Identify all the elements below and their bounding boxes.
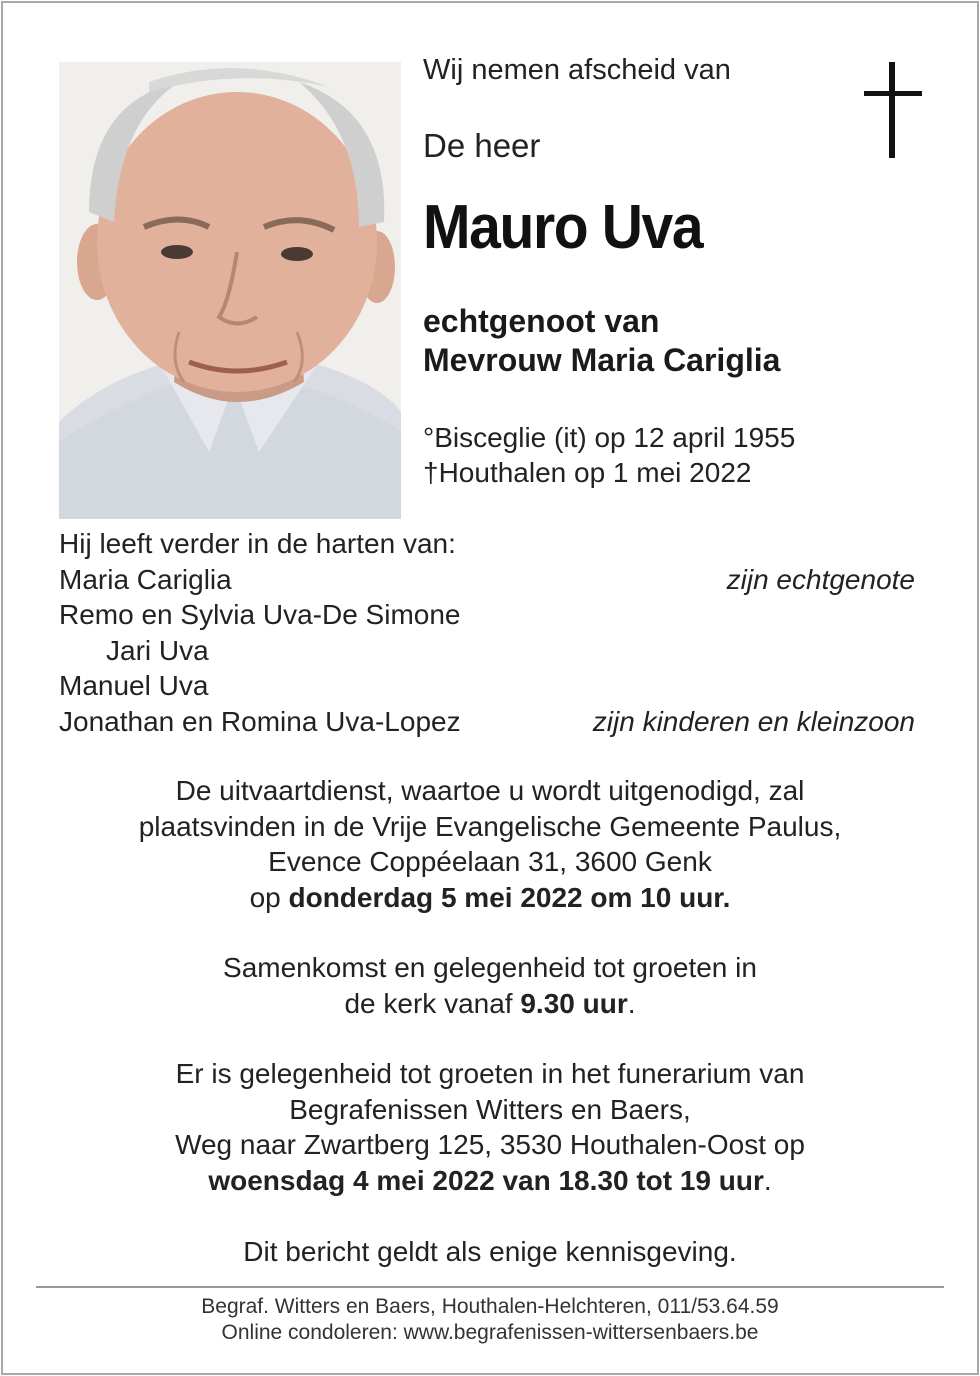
spouse-block — [423, 302, 780, 380]
funerarium-info — [0, 1056, 980, 1198]
service-line-4 — [0, 880, 980, 916]
cross-icon — [864, 62, 922, 158]
footer-line-1: Begraf. Witters en Baers, Houthalen-Helchteren, 011/53.64.59 — [201, 1295, 779, 1318]
survivor-name: Manuel Uva — [59, 670, 209, 701]
gathering-prefix: de kerk vanaf — [344, 987, 521, 1019]
survivors-heading: Hij leeft verder in de harten van: — [59, 528, 456, 559]
birth-date: °Bisceglie (it) op 12 april 1955 — [423, 422, 796, 453]
list-item — [59, 668, 919, 704]
gathering-suffix: . — [627, 987, 636, 1019]
footer-divider — [36, 1286, 944, 1288]
survivor-relation: zijn kinderen en kleinzoon — [592, 705, 915, 737]
survivor-relation: zijn echtgenote — [726, 563, 915, 595]
gathering-line-1: Samenkomst en gelegenheid tot groeten in — [223, 952, 757, 983]
footer — [0, 1294, 980, 1346]
funerarium-line-2: Begrafenissen Witters en Baers, — [289, 1093, 691, 1125]
service-date: donderdag 5 mei 2022 om 10 uur. — [288, 881, 731, 913]
spouse-line-1: echtgenoot van — [423, 303, 660, 339]
funerarium-suffix: . — [763, 1164, 772, 1196]
survivor-name: Maria Cariglia — [59, 563, 232, 595]
survivor-name: Jari Uva — [106, 634, 209, 666]
survivor-name: Jonathan en Romina Uva-Lopez — [59, 705, 461, 737]
deceased-name: Mauro Uva — [423, 193, 703, 262]
gathering-info — [0, 950, 980, 1021]
service-date-prefix: op — [249, 881, 289, 913]
death-date: †Houthalen op 1 mei 2022 — [423, 457, 752, 488]
service-line-2: plaatsvinden in de Vrije Evangelische Gemeente Paulus, — [138, 810, 842, 842]
survivor-name: Remo en Sylvia Uva-De Simone — [59, 599, 461, 630]
footer-line-2: Online condoleren: www.begrafenissen-wittersenbaers.be — [221, 1321, 759, 1344]
list-item — [59, 562, 919, 598]
spouse-line-2: Mevrouw Maria Cariglia — [423, 342, 781, 378]
funerarium-line-1: Er is gelegenheid tot groeten in het funerarium van — [175, 1058, 805, 1089]
funerarium-date: woensdag 4 mei 2022 van 18.30 tot 19 uur — [208, 1164, 764, 1196]
notice-text: Dit bericht geldt als enige kennisgeving. — [243, 1236, 737, 1267]
service-info — [0, 773, 980, 915]
gathering-line-2 — [0, 986, 980, 1022]
survivors-list — [59, 526, 919, 739]
list-item — [59, 597, 919, 633]
funerarium-line-4 — [0, 1163, 980, 1199]
life-dates — [423, 420, 795, 490]
list-item — [59, 633, 919, 669]
gathering-time: 9.30 uur — [520, 987, 628, 1019]
funerarium-line-3: Weg naar Zwartberg 125, 3530 Houthalen-Oost op — [175, 1129, 805, 1160]
portrait-photo — [59, 62, 401, 519]
list-item — [59, 704, 919, 740]
salutation: De heer — [423, 127, 541, 164]
intro-text: Wij nemen afscheid van — [423, 54, 731, 86]
service-line-3: Evence Coppéelaan 31, 3600 Genk — [268, 846, 712, 877]
service-line-1: De uitvaartdienst, waartoe u wordt uitgenodigd, zal — [175, 775, 805, 806]
